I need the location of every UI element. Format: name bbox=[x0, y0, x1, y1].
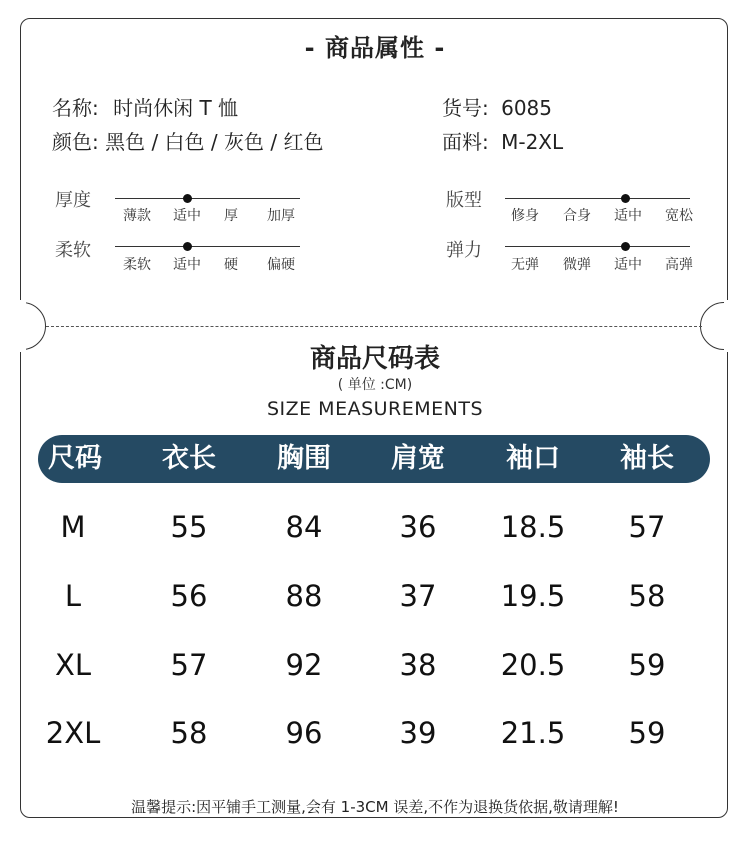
color-value: 黑色 / 白色 / 灰色 / 红色 bbox=[105, 130, 324, 154]
table-cell: 57 bbox=[170, 648, 208, 682]
elasticity-option: 高弹 bbox=[665, 257, 693, 273]
thickness-option: 加厚 bbox=[267, 208, 295, 224]
table-row bbox=[0, 643, 750, 687]
table-cell: XL bbox=[54, 648, 92, 682]
table-cell: 39 bbox=[399, 716, 437, 750]
name-label: 名称: bbox=[52, 96, 99, 120]
softness-option: 柔软 bbox=[123, 257, 151, 273]
size-table-subtitle: SIZE MEASUREMENTS bbox=[266, 398, 484, 420]
table-cell: 58 bbox=[628, 579, 666, 613]
table-cell: 36 bbox=[399, 510, 437, 544]
table-cell: 37 bbox=[399, 579, 437, 613]
thickness-option: 厚 bbox=[224, 208, 238, 224]
table-cell: 88 bbox=[285, 579, 323, 613]
table-cell: 55 bbox=[170, 510, 208, 544]
softness-option: 适中 bbox=[173, 257, 201, 273]
attributes-title: - 商品属性 - bbox=[304, 34, 446, 62]
size-table-title: 商品尺码表 bbox=[309, 344, 440, 374]
table-cell: 18.5 bbox=[500, 510, 566, 544]
elasticity-indicator bbox=[621, 242, 630, 251]
elasticity-option: 无弹 bbox=[511, 257, 539, 273]
fit-label: 版型 bbox=[446, 190, 482, 211]
thickness-option: 薄款 bbox=[123, 208, 151, 224]
softness-label: 柔软 bbox=[55, 240, 91, 261]
elasticity-option: 适中 bbox=[614, 257, 642, 273]
table-cell: 59 bbox=[628, 648, 666, 682]
column-header: 尺码 bbox=[48, 443, 102, 474]
column-header: 胸围 bbox=[277, 443, 331, 474]
divider bbox=[46, 326, 702, 327]
size-table-unit: ( 单位 :CM) bbox=[337, 377, 413, 393]
table-row bbox=[0, 574, 750, 618]
column-header: 袖长 bbox=[620, 443, 674, 474]
fit-option: 适中 bbox=[614, 208, 642, 224]
table-cell: 58 bbox=[170, 716, 208, 750]
softness-option: 偏硬 bbox=[267, 257, 295, 273]
fit-indicator bbox=[621, 194, 630, 203]
sku-label: 货号: bbox=[442, 96, 489, 120]
fabric-value: M-2XL bbox=[501, 130, 564, 154]
column-header: 袖口 bbox=[506, 443, 560, 474]
color-attribute bbox=[52, 126, 323, 155]
sku-attribute bbox=[442, 92, 552, 121]
table-cell: 57 bbox=[628, 510, 666, 544]
footer-note: 温馨提示:因平铺手工测量,会有 1-3CM 误差,不作为退换货依据,敬请理解! bbox=[131, 798, 619, 816]
name-value: 时尚休闲 T 恤 bbox=[113, 96, 239, 120]
fit-option: 合身 bbox=[563, 208, 591, 224]
table-cell: 20.5 bbox=[500, 648, 566, 682]
table-cell: 92 bbox=[285, 648, 323, 682]
thickness-option: 适中 bbox=[173, 208, 201, 224]
fit-scale bbox=[505, 198, 690, 199]
elasticity-options bbox=[505, 254, 705, 272]
column-header: 衣长 bbox=[162, 443, 216, 474]
table-row bbox=[0, 711, 750, 755]
table-cell: 84 bbox=[285, 510, 323, 544]
table-cell: 2XL bbox=[45, 716, 101, 750]
thickness-scale bbox=[115, 198, 300, 199]
table-cell: L bbox=[64, 579, 82, 613]
fit-options bbox=[505, 205, 705, 223]
thickness-label: 厚度 bbox=[55, 190, 91, 211]
elasticity-label: 弹力 bbox=[446, 240, 482, 261]
color-label: 颜色: bbox=[52, 130, 99, 154]
fit-option: 修身 bbox=[511, 208, 539, 224]
table-cell: 38 bbox=[399, 648, 437, 682]
fit-option: 宽松 bbox=[665, 208, 693, 224]
size-table-header bbox=[38, 435, 710, 483]
softness-options bbox=[115, 254, 315, 272]
table-cell: 56 bbox=[170, 579, 208, 613]
thickness-options bbox=[115, 205, 315, 223]
fabric-attribute bbox=[442, 126, 563, 155]
table-row bbox=[0, 505, 750, 549]
column-header: 肩宽 bbox=[391, 443, 445, 474]
name-attribute bbox=[52, 92, 238, 121]
softness-scale bbox=[115, 246, 300, 247]
softness-option: 硬 bbox=[224, 257, 238, 273]
sku-value: 6085 bbox=[501, 96, 553, 120]
table-cell: 96 bbox=[285, 716, 323, 750]
thickness-indicator bbox=[183, 194, 192, 203]
fabric-label: 面料: bbox=[442, 130, 489, 154]
elasticity-scale bbox=[505, 246, 690, 247]
table-cell: M bbox=[60, 510, 86, 544]
elasticity-option: 微弹 bbox=[563, 257, 591, 273]
softness-indicator bbox=[183, 242, 192, 251]
table-cell: 19.5 bbox=[500, 579, 566, 613]
table-cell: 21.5 bbox=[500, 716, 566, 750]
table-cell: 59 bbox=[628, 716, 666, 750]
